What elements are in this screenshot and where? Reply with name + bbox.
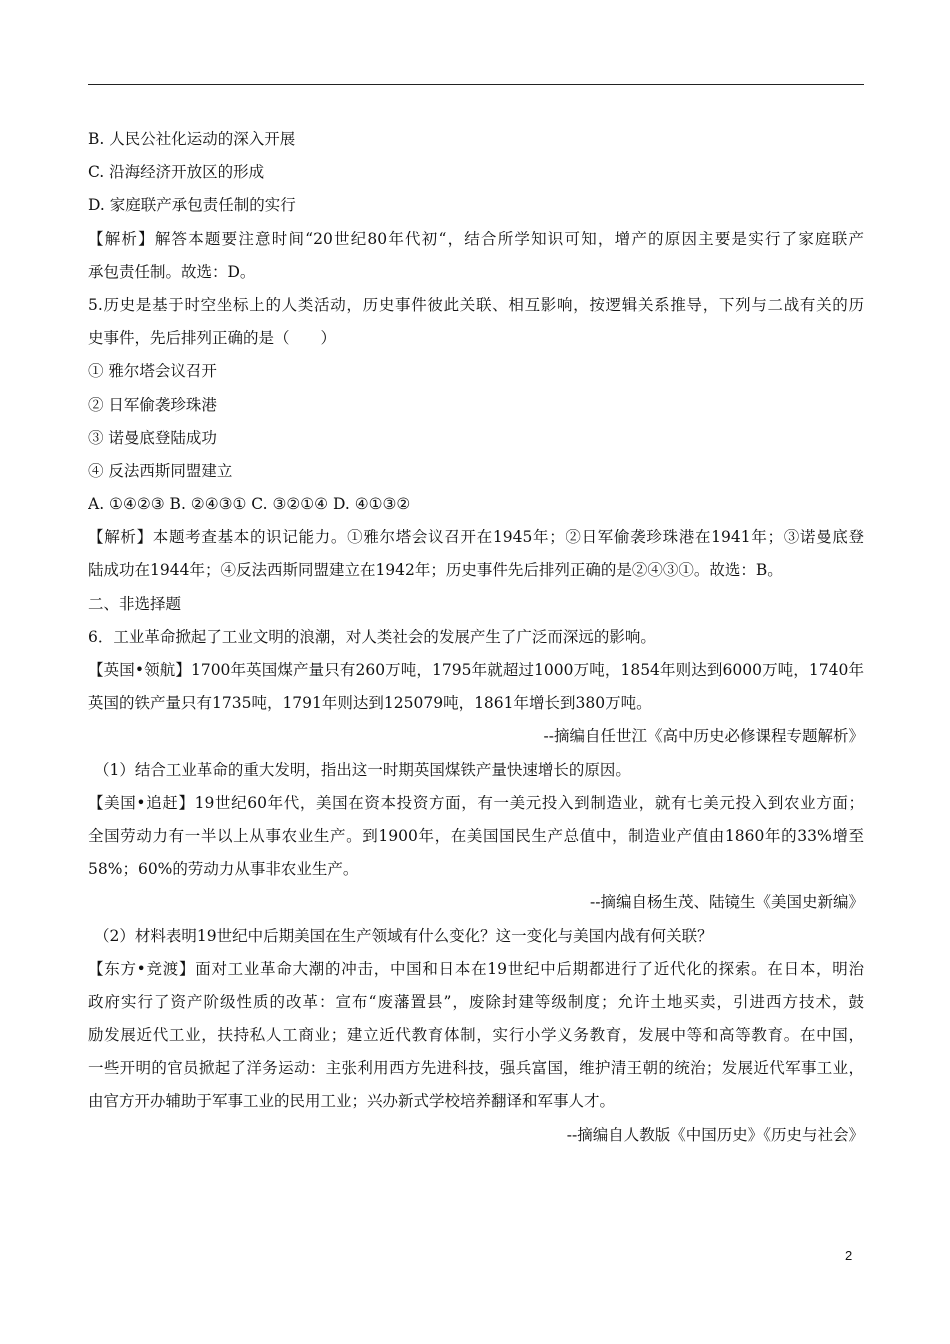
q5-stem-line-2: 史事件，先后排列正确的是（ ）	[88, 329, 337, 348]
q6-material-2-line-1: 【美国•追赶】19世纪60年代，美国在资本投资方面，有一美元投入到制造业，就有七美元投入到农业方面；	[88, 793, 864, 812]
q6-material-3-line-2: 政府实行了资产阶级性质的改革：宣布“废藩置县”，废除封建等级制度；允许土地买卖，引进西方技术，鼓	[88, 992, 864, 1011]
q6-subquestion-2: （2）材料表明19世纪中后期美国在生产领域有什么变化？这一变化与美国内战有何关联？	[94, 926, 713, 945]
q6-material-3-source: --摘编自人教版《中国历史》《历史与社会》	[566, 1125, 864, 1144]
q6-material-2-line-2: 全国劳动力有一半以上从事农业生产。到1900年，在美国国民生产总值中，制造业产值由1860年的33%增至	[88, 826, 864, 845]
q4-analysis-line-1: 【解析】解答本题要注意时间“20世纪80年代初“，结合所学知识可知，增产的原因主要是实行了家庭联产	[88, 229, 864, 248]
q6-stem: 6．工业革命掀起了工业文明的浪潮，对人类社会的发展产生了广泛而深远的影响。	[88, 627, 656, 646]
q5-item-4: ④ 反法西斯同盟建立	[88, 461, 233, 480]
q5-stem-line-1: 5.历史是基于时空坐标上的人类活动，历史事件彼此关联、相互影响，按逻辑关系推导，下列与二战有关的历	[88, 295, 864, 314]
q6-subquestion-1: （1）结合工业革命的重大发明，指出这一时期英国煤铁产量快速增长的原因。	[94, 760, 631, 779]
q6-material-3-line-1: 【东方•竞渡】面对工业革命大潮的冲击，中国和日本在19世纪中后期都进行了近代化的探索。在日本，明治	[88, 959, 864, 978]
q6-material-1-source: --摘编自任世江《高中历史必修课程专题解析》	[543, 727, 864, 746]
q5-analysis-line-1: 【解析】本题考查基本的识记能力。①雅尔塔会议召开在1945年；②日军偷袭珍珠港在1941年；③诺曼底登	[88, 528, 864, 547]
section-heading: 二、非选择题	[88, 594, 182, 613]
q5-item-1: ① 雅尔塔会议召开	[88, 362, 217, 381]
q6-material-1-line-2: 英国的铁产量只有1735吨，1791年则达到125079吨，1861年增长到380万吨。	[88, 694, 652, 713]
q5-item-3: ③ 诺曼底登陆成功	[88, 428, 217, 447]
q6-material-2-source: --摘编自杨生茂、陆镜生《美国史新编》	[590, 893, 864, 912]
q6-material-3-line-4: 一些开明的官员掀起了洋务运动：主张利用西方先进科技，强兵富国，维护清王朝的统治；发展近代军事工业，	[88, 1059, 864, 1078]
q5-options: A. ①④②③ B. ②④③① C. ③②①④ D. ④①③②	[88, 495, 411, 514]
option-b: B. 人民公社化运动的深入开展	[88, 130, 296, 148]
page-number: 2	[845, 1248, 853, 1263]
q5-analysis-line-2: 陆成功在1944年；④反法西斯同盟建立在1942年；历史事件先后排列正确的是②④③①。故选：B。	[88, 561, 783, 580]
header-rule	[88, 84, 864, 85]
q4-analysis-line-2: 承包责任制。故选：D。	[88, 262, 256, 281]
option-d: D. 家庭联产承包责任制的实行	[88, 196, 296, 215]
q6-material-2-line-3: 58%；60%的劳动力从事非农业生产。	[88, 860, 359, 879]
document-body	[88, 123, 864, 1152]
q5-item-2: ② 日军偷袭珍珠港	[88, 395, 217, 414]
option-c: C. 沿海经济开放区的形成	[88, 163, 265, 182]
q6-material-3-line-3: 励发展近代工业，扶持私人工商业；建立近代教育体制，实行小学义务教育，发展中等和高等教育。在中国，	[88, 1026, 864, 1045]
q6-material-1-line-1: 【英国•领航】1700年英国煤产量只有260万吨，1795年就超过1000万吨，1854年则达到6000万吨，1740年	[88, 661, 864, 679]
q6-material-3-line-5: 由官方开办辅助于军事工业的民用工业；兴办新式学校培养翻译和军事人才。	[88, 1092, 616, 1111]
